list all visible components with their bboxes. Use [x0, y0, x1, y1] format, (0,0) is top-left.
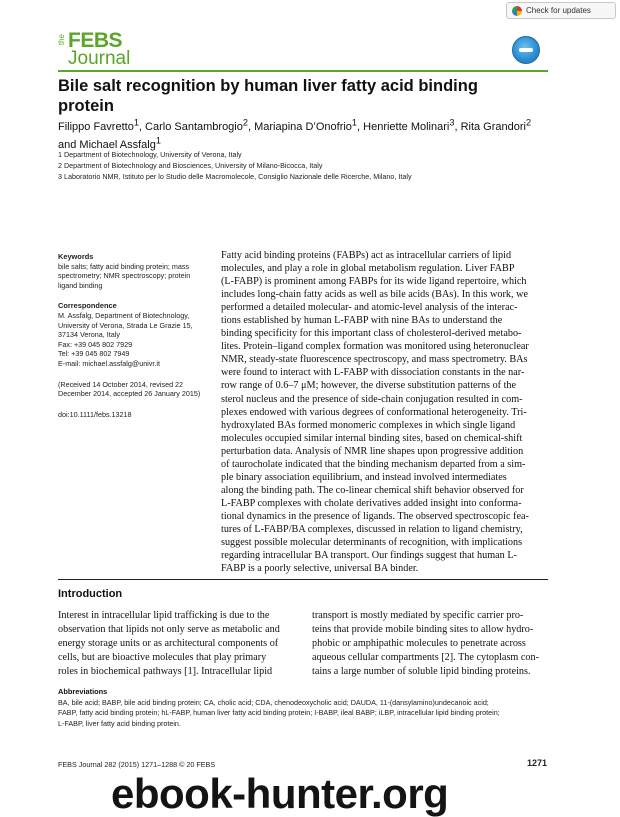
- abstract-line: (L-FABP) is prominent among FABPs for its wide ligand repertoire, which: [221, 276, 527, 288]
- check-for-updates-button[interactable]: [506, 2, 616, 19]
- paragraph-line: roles in biochemical pathways [1]. Intracellular lipid: [58, 666, 273, 678]
- abstract-line: of taurocholate indicated that the binding mechanism departed from a sim-: [221, 458, 526, 470]
- watermark: ebook-hunter.org: [111, 770, 449, 817]
- abstract: [221, 249, 548, 575]
- abstract-line: FABP is a poorly selective, universal BA binder.: [221, 563, 419, 575]
- received-line: December 2014, accepted 26 January 2015): [58, 389, 201, 399]
- footer-citation: FEBS Journal 282 (2015) 1271–1288 © 20 FEBS: [58, 760, 216, 769]
- introduction-heading: Introduction: [58, 588, 123, 600]
- received-line: (Received 14 October 2014, revised 22: [58, 379, 184, 389]
- author: Henriette Molinari$^3$,: [363, 117, 461, 133]
- page-number: 1271: [527, 758, 548, 768]
- abstract-line: regarding intracellular BA transport. Our findings suggest that human L-: [221, 550, 517, 562]
- correspondence-line: 37134 Verona, Italy: [58, 330, 120, 340]
- title-line-1: Bile salt recognition by human liver fatty acid binding: [58, 77, 478, 95]
- abstract-line: tional dynamics in the presence of ligands. The observed spectroscopic fea-: [221, 510, 529, 522]
- logo-the: the: [57, 34, 66, 46]
- abstract-line: along the binding path. The co-linear chemical shift behavior observed for: [221, 484, 524, 496]
- keywords-line: ligand binding: [58, 280, 103, 290]
- abbreviation-line: L-FABP, liver fatty acid binding protein.: [58, 718, 181, 728]
- affiliation-3: 3 Laboratorio NMR, Istituto per lo Studio delle Macromolecole, Consiglio Nazionale delle Ricerche, Milano, Italy: [58, 172, 412, 181]
- abstract-line: tures of L-FABP/BA complexes, discussed in relation to ligand chemistry,: [221, 523, 523, 535]
- abstract-line: molecules occupied similar internal binding sites, based on chemical-shift: [221, 432, 523, 444]
- paragraph-line: observation that lipids not only serve as metabolic and: [58, 624, 280, 636]
- correspondence-line: Tel: +39 045 802 7949: [58, 349, 130, 359]
- abbreviation-line: FABP, fatty acid binding protein; hL-FABP, human liver fatty acid binding protein; I-BABP, ileal BABP; iLBP, intracellular lipid binding protein;: [58, 708, 500, 718]
- paragraph-line: phobic or amphipathic molecules to penetrate across: [312, 638, 526, 650]
- article-sidebar: [58, 252, 208, 419]
- abstract-line: tions established by human L-FABP with nine BAs to understand the: [221, 315, 503, 327]
- abstract-line: performed a detailed molecular- and atomic-level analysis of the interac-: [221, 302, 518, 314]
- affiliation-1: 1 Department of Biotechnology, University of Verona, Italy: [58, 150, 242, 159]
- abstract-line: L-FABP complexes with cholate derivatives added insight into conforma-: [221, 497, 522, 509]
- correspondence-line: University of Verona, Strada Le Grazie 15,: [58, 320, 193, 330]
- abbreviations-heading: Abbreviations: [58, 687, 108, 696]
- paragraph-line: tains a large number of soluble lipid binding proteins.: [312, 666, 531, 678]
- logo-journal: Journal: [68, 48, 131, 69]
- correspondence-heading: Correspondence: [58, 301, 117, 311]
- abbreviations-text: [58, 698, 548, 729]
- header-rule: [58, 70, 548, 72]
- keywords-line: spectrometry; NMR spectroscopy; protein: [58, 271, 191, 281]
- article-title: [58, 76, 548, 116]
- correspondence-line: Fax: +39 045 802 7929: [58, 339, 133, 349]
- author: Filippo Favretto$^1$,: [58, 117, 146, 133]
- abstract-line: Fatty acid binding proteins (FABPs) act as intracellular carriers of lipid: [221, 250, 512, 261]
- introduction-column-2: [312, 609, 548, 679]
- abstract-line: lites. Protein–ligand complex formation was monitored using heteronuclear: [221, 341, 529, 353]
- correspondence-email: E-mail: michael.assfalg@univr.it: [58, 358, 160, 368]
- abstract-line: suggest possible molecular determinants of recognition, with implications: [221, 537, 523, 549]
- author: Mariapina D’Onofrio$^1$,: [254, 117, 364, 133]
- crossmark-icon: [512, 6, 522, 16]
- keywords-line: bile salts; fatty acid binding protein; mass: [58, 261, 190, 271]
- correspondence-line: M. Assfalg, Department of Biotechnology,: [58, 310, 190, 320]
- logo-febs: FEBS: [68, 29, 123, 52]
- doi: doi:10.1111/febs.13218: [58, 409, 132, 419]
- paragraph-line: aqueous cellular compartments [2]. The cytoplasm con-: [312, 652, 539, 664]
- abstract-line: row range of 0.6–7 μM; however, the diverse substitution patterns of the: [221, 380, 517, 392]
- introduction-column-1: [58, 609, 294, 679]
- abstract-line: sterol nucleus and the presence of side-chain conjugation resulted in com-: [221, 393, 523, 405]
- abstract-line: plexes endowed with various degrees of conformational heterogeneity. Tri-: [221, 406, 527, 418]
- author: Carlo Santambrogio$^2$,: [145, 117, 255, 133]
- paragraph-line: cells, but are bioactive molecules that play primary: [58, 652, 267, 664]
- title-line-2: protein: [58, 97, 114, 115]
- abbreviation-line: BA, bile acid; BABP, bile acid binding protein; CA, cholic acid; CDA, chenodeoxycholic acid; DAUDA, 11-(dansylamino)undecanoic acid;: [58, 698, 489, 707]
- paragraph-line: Interest in intracellular lipid trafficking is due to the: [58, 610, 270, 621]
- author: and Michael Assfalg$^1$: [58, 135, 161, 152]
- abstract-line: includes long-chain fatty acids as well as bile acids (BAs). In this work, we: [221, 289, 528, 301]
- abstract-line: molecules, and play a role in global metabolism regulation. Liver FABP: [221, 263, 515, 275]
- abstract-line: perturbation data. Analysis of NMR line shapes upon progressive addition: [221, 445, 524, 457]
- affiliation-2: 2 Department of Biotechnology and Biosciences, University of Milano-Bicocca, Italy: [58, 161, 323, 170]
- check-for-updates-label: Check for updates: [526, 6, 591, 15]
- paragraph-line: energy storage units or as architectural components of: [58, 638, 279, 650]
- journal-logo: [57, 29, 131, 70]
- abstract-line: binding specificity for this important class of cholesterol-derived metabo-: [221, 328, 522, 340]
- abstract-line: ple binary association equilibrium, and instead involved intermediates: [221, 471, 507, 483]
- abstract-line: hydroxylated BAs formed monomeric complexes in which single ligand: [221, 419, 516, 431]
- keywords-heading: Keywords: [58, 252, 94, 261]
- paragraph-line: teins that provide mobile binding sites to allow hydro-: [312, 624, 534, 636]
- febs-seal-icon: [512, 36, 540, 64]
- author-list: [58, 115, 548, 152]
- abstract-rule: [58, 579, 548, 580]
- abstract-line: NMR, steady-state fluorescence spectroscopy, and mass spectrometry. BAs: [221, 354, 528, 366]
- paragraph-line: transport is mostly mediated by specific carrier pro-: [312, 610, 524, 621]
- abstract-line: were found to interact with L-FABP with dissociation constants in the nar-: [221, 367, 525, 379]
- author: Rita Grandori$^2$: [460, 117, 532, 133]
